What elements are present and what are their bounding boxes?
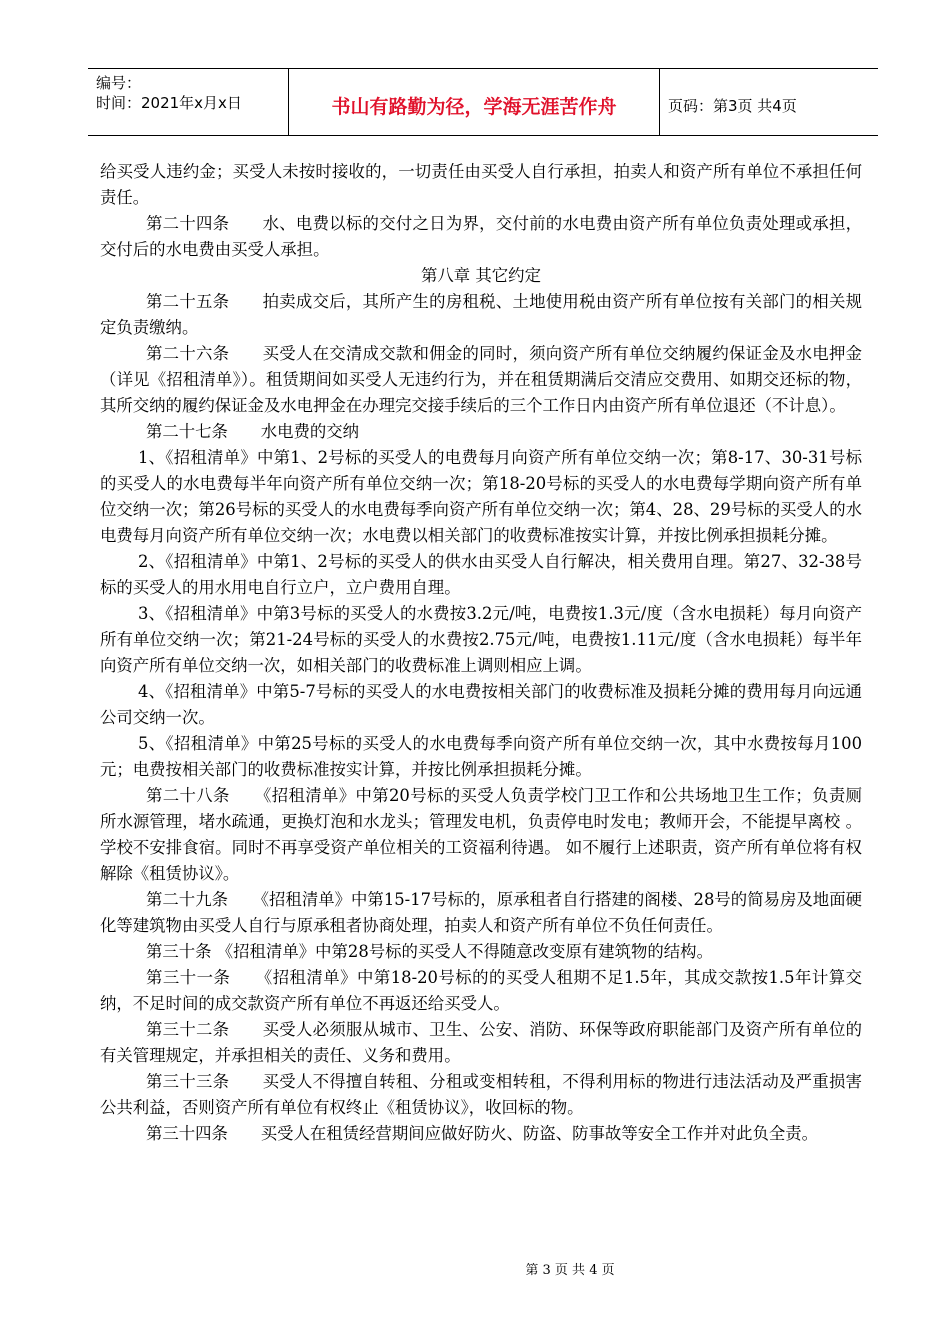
article-30: 第三十条 《招租清单》中第28号标的买受人不得随意改变原有建筑物的结构。	[146, 942, 713, 961]
document-time-label: 时间：2021年x月x日	[96, 94, 242, 112]
article-27-item-4: 4、《招租清单》中第5-7号标的买受人的水电费按相关部门的收费标准及损耗分摊的费用每月向远通公司交纳一次。	[100, 682, 862, 727]
article-26: 第二十六条 买受人在交清成交款和佣金的同时，须向资产所有单位交纳履约保证金及水电押金（详见《招租清单》）。租赁期间如买受人无违约行为，并在租赁期满后交清应交费用、如期交还标的物，其所交纳的履约保证金及水电押金在办理完交接手续后的三个工作日内由资产所有单位退还（不计息）。	[100, 344, 862, 415]
article-27-item-2: 2、《招租清单》中第1、2号标的买受人的供水由买受人自行解决，相关费用自理。第27、32-38号标的买受人的用水用电自行立户，立户费用自理。	[100, 552, 862, 597]
article-28: 第二十八条 《招租清单》中第20号标的买受人负责学校门卫工作和公共场地卫生工作；负责厕所水源管理，堵水疏通，更换灯泡和水龙头；管理发电机，负责停电时发电；教师开会，不能提早离校 。学校不安排食宿。同时不再享受资产单位相关的工资福利待遇。 如不履行上述职责，资产所有单位将有权解除《租赁协议》。	[100, 786, 862, 883]
document-body	[100, 159, 862, 1147]
document-number-label: 编号：	[96, 74, 142, 92]
article-29: 第二十九条 《招租清单》中第15-17号标的，原承租者自行搭建的阁楼、28号的简易房及地面硬化等建筑物由买受人自行与原承租者协商处理，拍卖人和资产所有单位不负任何责任。	[100, 890, 862, 935]
article-32: 第三十二条 买受人必须服从城市、卫生、公安、消防、环保等政府职能部门及资产所有单位的有关管理规定，并承担相关的责任、义务和费用。	[100, 1020, 862, 1065]
article-24: 第二十四条 水、电费以标的交付之日为界，交付前的水电费由资产所有单位负责处理或承担，交付后的水电费由买受人承担。	[100, 214, 862, 259]
article-33: 第三十三条 买受人不得擅自转租、分租或变相转租，不得利用标的物进行违法活动及严重损害公共利益，否则资产所有单位有权终止《租赁协议》，收回标的物。	[100, 1072, 862, 1117]
header-page-info: 页码：第3页 共4页	[668, 96, 797, 115]
page-footer: 第 3 页 共 4 页	[525, 1263, 615, 1278]
article-34: 第三十四条 买受人在租赁经营期间应做好防火、防盗、防事故等安全工作并对此负全责。	[146, 1124, 819, 1143]
article-27-item-1: 1、《招租清单》中第1、2号标的买受人的电费每月向资产所有单位交纳一次；第8-17、30-31号标的买受人的水电费每半年向资产所有单位交纳一次；第18-20号标的买受人的水电费每学期向资产所有单位交纳一次；第26号标的买受人的水电费每季向资产所有单位交纳一次；第4、28、29号标的买受人的水电费每月向资产所有单位交纳一次；水电费以相关部门的收费标准按实计算，并按比例承担损耗分摊。	[100, 448, 862, 545]
article-25: 第二十五条 拍卖成交后，其所产生的房租税、土地使用税由资产所有单位按有关部门的相关规定负责缴纳。	[100, 292, 862, 337]
article-27: 第二十七条 水电费的交纳	[146, 422, 360, 441]
paragraph: 给买受人违约金；买受人未按时接收的，一切责任由买受人自行承担，拍卖人和资产所有单位不承担任何责任。	[100, 162, 862, 207]
article-27-item-5: 5、《招租清单》中第25号标的买受人的水电费每季向资产所有单位交纳一次，其中水费按每月100元；电费按相关部门的收费标准按实计算，并按比例承担损耗分摊。	[100, 734, 862, 779]
article-31: 第三十一条 《招租清单》中第18-20号标的的买受人租期不足1.5年，其成交款按1.5年计算交纳，不足时间的成交款资产所有单位不再返还给买受人。	[100, 968, 862, 1013]
page-header	[88, 68, 878, 136]
article-27-item-3: 3、《招租清单》中第3号标的买受人的水费按3.2元/吨，电费按1.3元/度（含水电损耗）每月向资产所有单位交纳一次；第21-24号标的买受人的水费按2.75元/吨，电费按1.11元/度（含水电损耗）每半年向资产所有单位交纳一次，如相关部门的收费标准上调则相应上调。	[100, 604, 862, 675]
header-meta	[88, 69, 288, 135]
header-motto: 书山有路勤为径，学海无涯苦作舟	[288, 69, 660, 135]
chapter-heading: 第八章 其它约定	[421, 266, 541, 285]
